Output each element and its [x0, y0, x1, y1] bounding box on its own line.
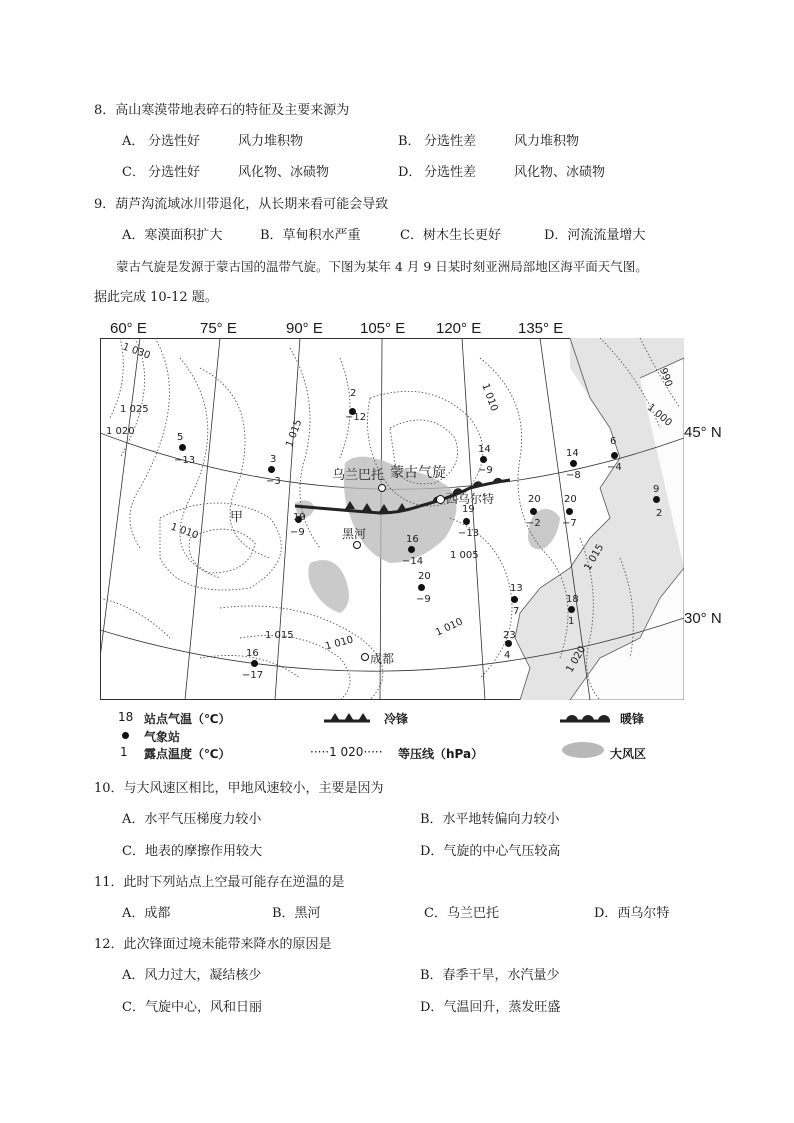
question-11-stem: 11．此时下列站点上空最可能存在逆温的是: [94, 875, 345, 890]
station-temp: 14: [478, 444, 491, 455]
q9-option-d: D．河流流量增大: [544, 228, 646, 243]
station-dot: [568, 606, 575, 613]
station-temp: 16: [406, 534, 419, 545]
q10-option-c: C．地表的摩擦作用较大: [122, 844, 262, 859]
station-dew: −2: [526, 518, 541, 529]
latitude-label: 45° N: [684, 424, 722, 441]
q9-option-a: A．寒漠面积扩大: [122, 228, 223, 243]
isobar-label: 1 010: [324, 634, 355, 653]
isobar-label: 990: [657, 366, 674, 389]
q8-option-c-text2: 风化物、冰碛物: [238, 165, 330, 180]
station-dew: −17: [242, 670, 264, 681]
city-marker-heihe: [353, 541, 361, 549]
station-dew: −13: [174, 455, 196, 466]
city-marker-ulaanbaatar: [378, 484, 386, 492]
isobar-label: 1 020: [564, 644, 589, 675]
legend-warm-front-icon: [560, 710, 610, 724]
station-dew: 7: [513, 606, 520, 617]
q12-option-a: A．风力过大，凝结核少: [122, 968, 262, 983]
q8-option-a-text2: 风力堆积物: [238, 134, 304, 149]
station-dot: [511, 596, 518, 603]
longitude-label: 135° E: [518, 320, 564, 337]
q11-option-d: D．西乌尔特: [594, 906, 670, 921]
longitude-label: 60° E: [110, 320, 147, 337]
station-dew: −13: [458, 528, 480, 539]
q9-option-b: B．草甸积水严重: [260, 228, 361, 243]
station-dot: [611, 452, 618, 459]
station-dot: [530, 508, 537, 515]
isobar-label: 1 015: [284, 418, 305, 449]
q10-option-d: D．气旋的中心气压较高: [420, 844, 561, 859]
legend-temp-label: 站点气温（℃）: [144, 712, 231, 726]
legend-isobar-label: 等压线（hPa）: [398, 747, 484, 761]
legend-wind-zone-label: 大风区: [610, 747, 647, 761]
station-dot: [408, 546, 415, 553]
station-dot: [463, 518, 470, 525]
station-dew: −8: [566, 470, 581, 481]
station-temp: 20: [564, 494, 577, 505]
station-dew: −14: [402, 556, 424, 567]
isobar-label: 1 010: [479, 382, 500, 413]
question-9-stem: 9．葫芦沟流域冰川带退化，从长期来看可能会导致: [94, 197, 389, 212]
question-10-stem: 10．与大风速区相比，甲地风速较小，主要是因为: [94, 781, 384, 796]
station-dew: −4: [607, 462, 622, 473]
station-temp: 5: [177, 432, 184, 443]
question-12-stem: 12．此次锋面过境未能带来降水的原因是: [94, 937, 332, 952]
station-temp: 3: [270, 454, 277, 465]
q8-option-c-text1: 分选性好: [148, 165, 201, 180]
station-temp: 19: [293, 512, 306, 523]
isobar-label: 1 015: [265, 630, 294, 641]
legend-isobar-sample: ·····1 020·····: [310, 745, 383, 759]
legend-temp-num: 18: [118, 710, 134, 724]
q8-option-d-text2: 风化物、冰碛物: [514, 165, 606, 180]
q10-option-b: B．水平地转偏向力较小: [420, 812, 560, 827]
q10-option-a: A．水平气压梯度力较小: [122, 812, 262, 827]
q9-option-c: C．树木生长更好: [400, 228, 501, 243]
station-dot: [653, 496, 660, 503]
latitude-label: 30° N: [684, 610, 722, 627]
station-temp: 9: [653, 484, 660, 495]
longitude-label: 90° E: [286, 320, 323, 337]
isobar-label: 1 010: [434, 616, 465, 639]
station-temp: 19: [462, 504, 475, 515]
station-dew: −7: [562, 518, 577, 529]
station-dot: [268, 466, 275, 473]
q11-option-a: A．成都: [122, 906, 171, 921]
isobar-label: 1 020: [106, 426, 135, 437]
station-temp: 13: [510, 583, 523, 594]
longitude-label: 105° E: [360, 320, 406, 337]
station-dot: [480, 456, 487, 463]
isobar-label: 1 015: [582, 542, 607, 573]
isobar-label: 1 030: [120, 341, 152, 362]
legend-cold-front-icon: [324, 710, 370, 724]
legend-cold-front-label: 冷锋: [384, 712, 409, 726]
q12-option-c: C．气旋中心，风和日丽: [122, 1000, 262, 1015]
isobar-label: 1 010: [168, 521, 200, 542]
label-heihe: 黑河: [342, 527, 367, 541]
station-temp: 16: [246, 648, 259, 659]
station-temp: 23: [503, 630, 516, 641]
longitude-label: 75° E: [200, 320, 237, 337]
label-chengdu: 成都: [370, 652, 395, 666]
q8-option-d-letter: D．: [398, 165, 422, 180]
q11-option-c: C．乌兰巴托: [424, 906, 499, 921]
station-dew: 2: [656, 508, 663, 519]
label-xiwuersite: 西乌尔特: [446, 492, 495, 506]
station-dew: 4: [504, 650, 511, 661]
station-temp: 14: [566, 448, 579, 459]
legend-wind-zone-swatch: [562, 742, 604, 758]
station-temp: 6: [610, 436, 617, 447]
label-ulaanbaatar: 乌兰巴托: [332, 468, 385, 483]
label-jia: 甲: [230, 510, 244, 525]
station-dot: [418, 584, 425, 591]
map-legend: [118, 708, 698, 761]
legend-warm-front-label: 暖锋: [620, 712, 645, 726]
city-marker-chengdu: [361, 653, 369, 661]
legend-dew-num: 1: [120, 745, 128, 759]
question-8-stem: 8．高山寒漠带地表碎石的特征及主要来源为: [94, 103, 350, 118]
station-temp: 18: [566, 594, 579, 605]
q8-option-b-letter: B．: [398, 134, 421, 149]
q8-option-b-text1: 分选性差: [424, 134, 477, 149]
q8-option-c-letter: C．: [122, 165, 145, 180]
station-dot: [251, 660, 258, 667]
intro-line-2: 据此完成 10-12 题。: [94, 290, 218, 305]
q8-option-a-text1: 分选性好: [148, 134, 201, 149]
isobar-label: 1 005: [450, 550, 479, 561]
station-dot: [505, 640, 512, 647]
station-temp: 20: [528, 494, 541, 505]
legend-station-dot: [122, 732, 129, 739]
isobar-label: 1 000: [644, 402, 674, 429]
label-cyclone: 蒙古气旋: [390, 465, 446, 481]
station-dot: [179, 444, 186, 451]
legend-station-label: 气象站: [144, 730, 181, 744]
station-dew: −3: [266, 476, 281, 487]
station-dew: −9: [416, 594, 431, 605]
station-temp: 2: [350, 388, 357, 399]
q8-option-a-letter: A．: [122, 134, 145, 149]
station-dew: 1: [568, 616, 575, 627]
q12-option-b: B．春季干旱，水汽量少: [420, 968, 560, 983]
legend-dew-label: 露点温度（℃）: [144, 747, 231, 761]
intro-line-1: 蒙古气旋是发源于蒙古国的温带气旋。下图为某年 4 月 9 日某时刻亚洲局部地区海平面天气图。: [116, 259, 648, 274]
station-dew: −9: [478, 465, 493, 476]
city-marker-xiwuersite: [436, 495, 445, 504]
q8-option-d-text1: 分选性差: [424, 165, 477, 180]
station-dew: −9: [290, 527, 305, 538]
station-temp: 20: [418, 571, 431, 582]
q12-option-d: D．气温回升，蒸发旺盛: [420, 1000, 561, 1015]
station-dot: [570, 460, 577, 467]
q8-option-b-text2: 风力堆积物: [514, 134, 580, 149]
longitude-label: 120° E: [436, 320, 482, 337]
station-dew: −12: [345, 412, 367, 423]
station-dot: [566, 508, 573, 515]
q11-option-b: B．黑河: [272, 906, 321, 921]
isobar-label: 1 025: [120, 404, 149, 415]
